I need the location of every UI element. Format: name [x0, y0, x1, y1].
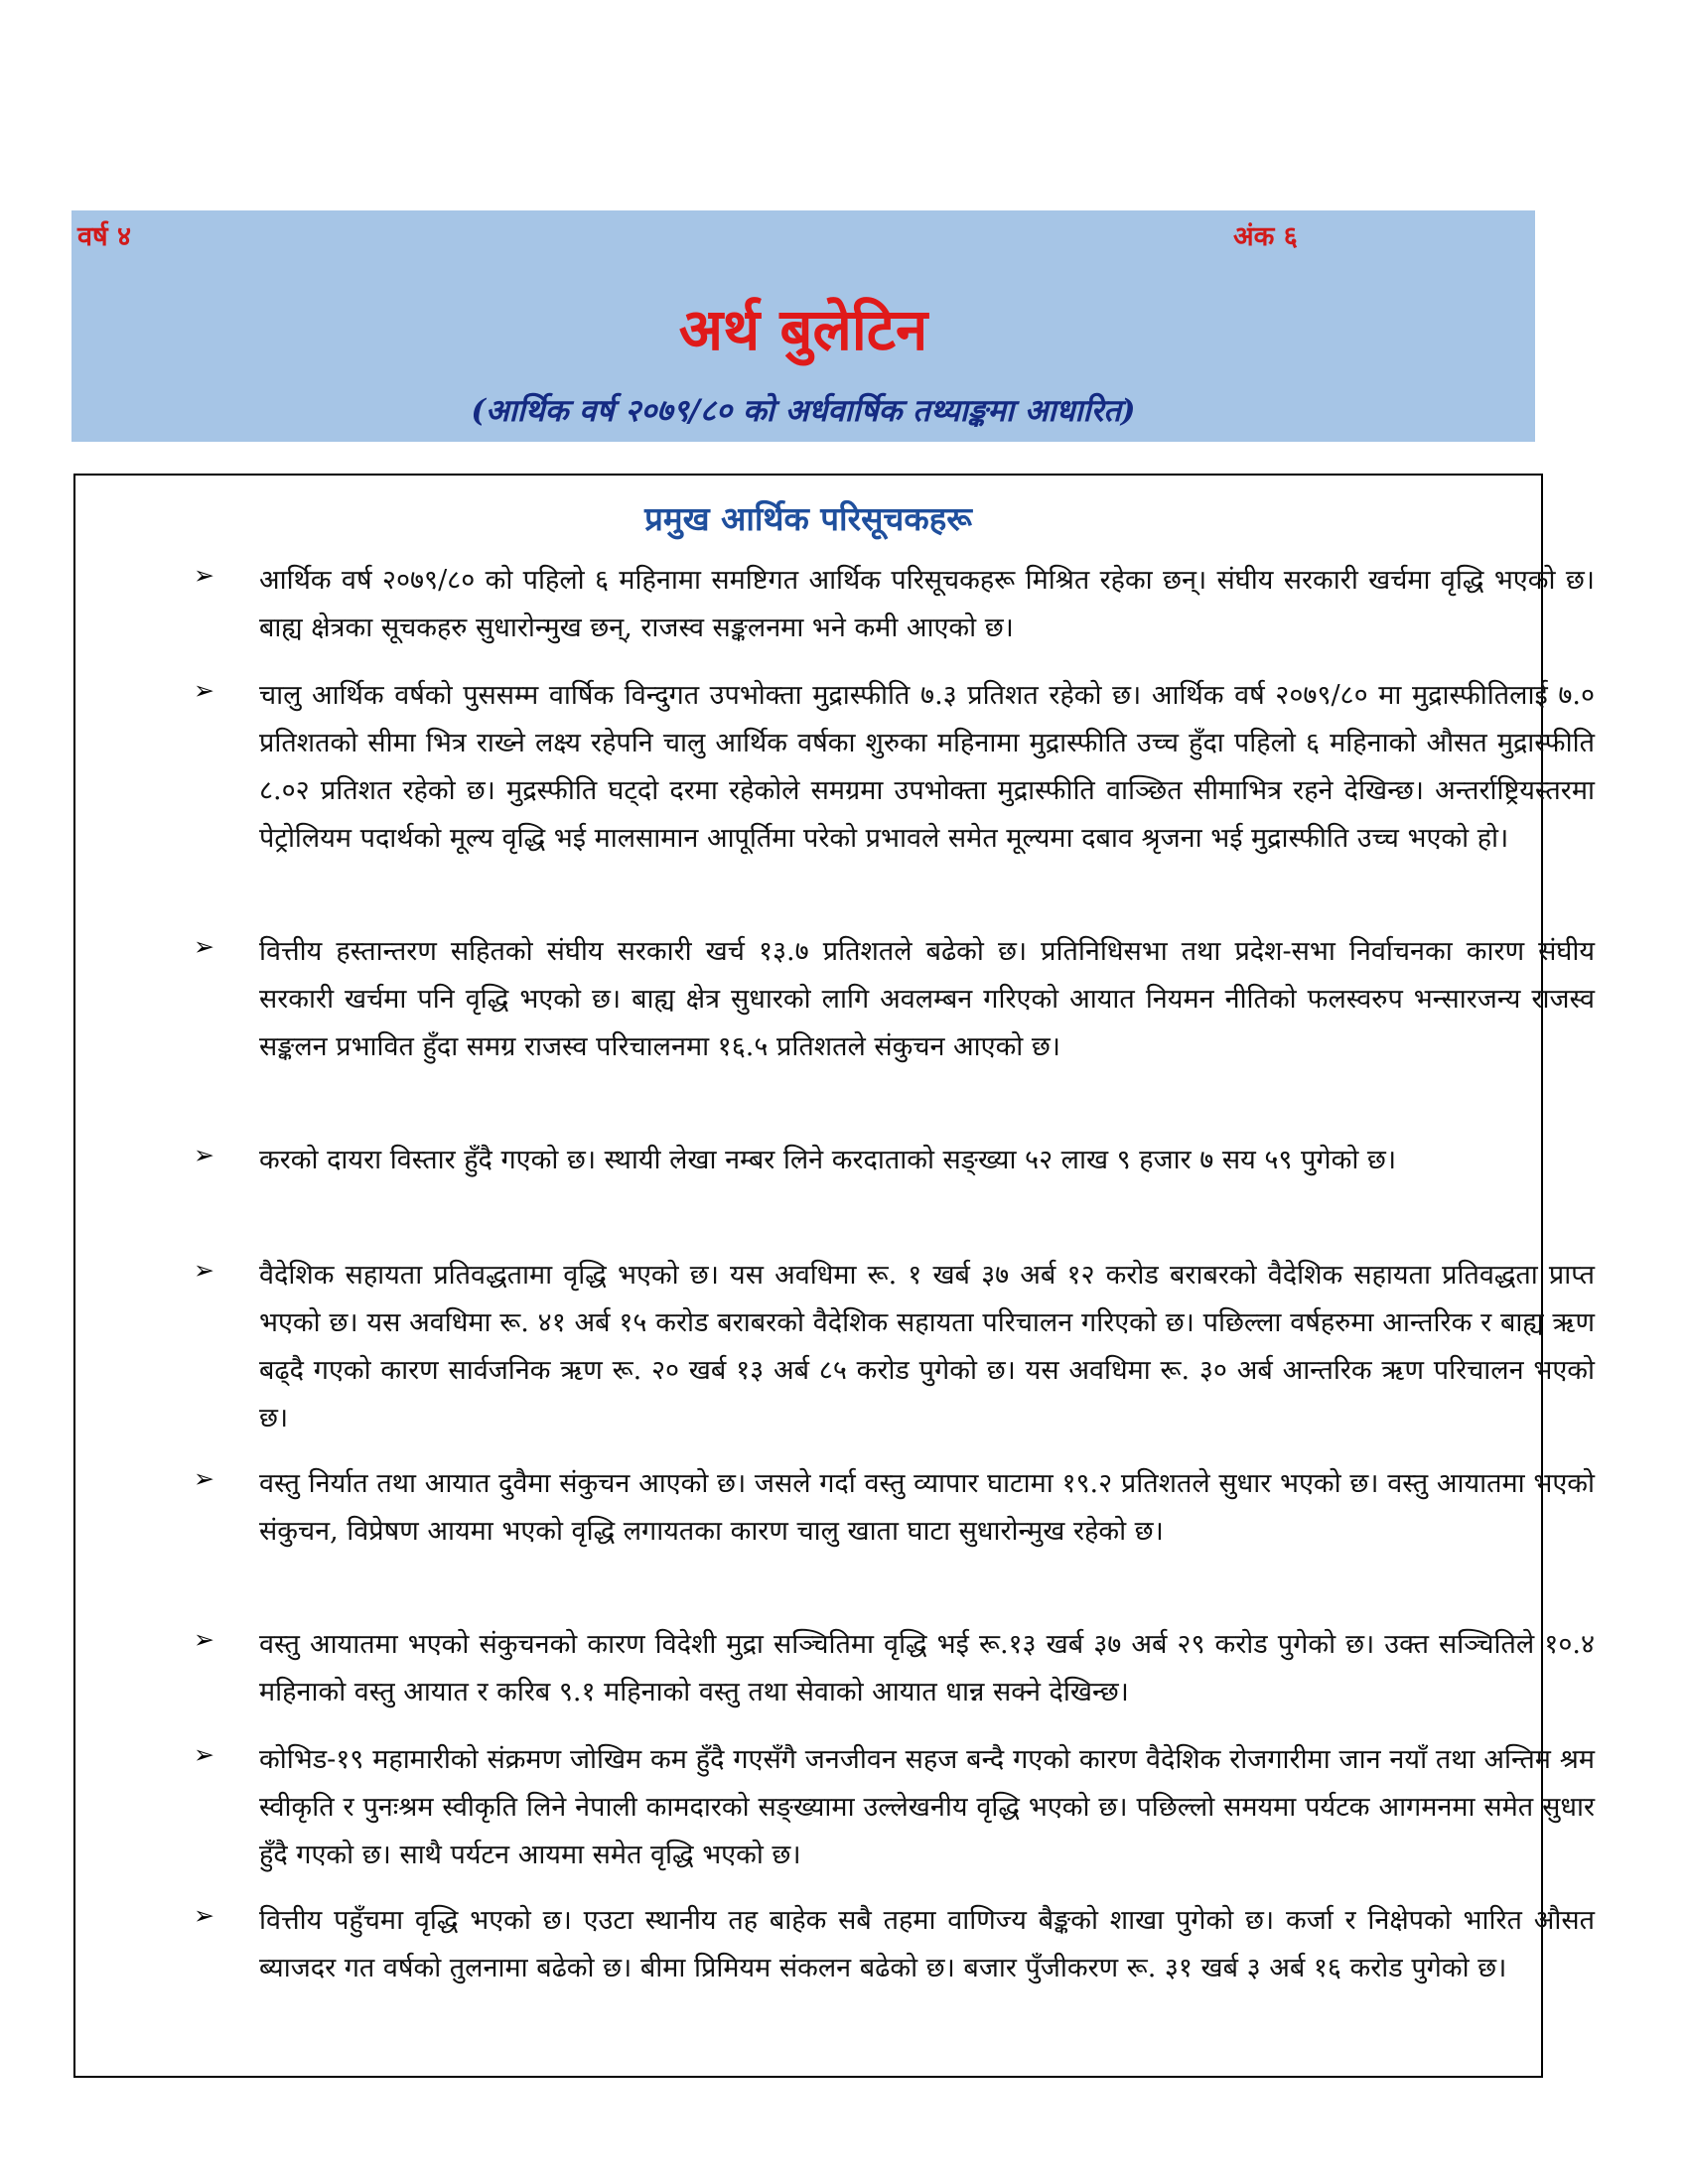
bullet-arrow-icon: ➢: [194, 1464, 214, 1493]
bulletin-subtitle: (आर्थिक वर्ष २०७९/८० को अर्धवार्षिक तथ्याङ्कमा आधारित): [471, 393, 1136, 429]
bullet-arrow-icon: ➢: [194, 1740, 214, 1769]
indicators-heading: प्रमुख आर्थिक परिसूचकहरू: [644, 499, 972, 538]
indicator-text: वित्तीय हस्तान्तरण सहितको संघीय सरकारी खर्च १३.७ प्रतिशतले बढेको छ। प्रतिनिधिसभा तथा प्रदेश-सभा निर्वाचनका कारण संघीय सरकारी खर्चमा पनि वृद्धि भएको छ। बाह्य क्षेत्र सुधारको लागि अवलम्बन गरिएको आयात नियमन नीतिको फलस्वरुप भन्सारजन्य राजस्व सङ्कलन प्रभावित हुँदा समग्र राजस्व परिचालनमा १६.५ प्रतिशतले संकुचन आएको छ।: [259, 936, 1595, 1062]
bullet-arrow-icon: ➢: [194, 676, 214, 705]
header-band: [71, 210, 1535, 442]
issue-label: अंक ६: [1233, 221, 1298, 252]
indicator-text: वैदेशिक सहायता प्रतिवद्धतामा वृद्धि भएको छ। यस अवधिमा रू. १ खर्ब ३७ अर्ब १२ करोड बराबरको वैदेशिक सहायता प्रतिवद्धता प्राप्त भएको छ। यस अवधिमा रू. ४१ अर्ब १५ करोड बराबरको वैदेशिक सहायता परिचालन गरिएको छ। पछिल्ला वर्षहरुमा आन्तरिक र बाह्य ऋण बढ्दै गएको कारण सार्वजनिक ऋण रू. २० खर्ब १३ अर्ब ८५ करोड पुगेको छ। यस अवधिमा रू. ३० अर्ब आन्तरिक ऋण परिचालन भएको छ।: [259, 1260, 1595, 1433]
indicator-text: कोभिड-१९ महामारीको संक्रमण जोखिम कम हुँदै गएसँगै जनजीवन सहज बन्दै गएको कारण वैदेशिक रोजगारीमा जान नयाँ तथा अन्तिम श्रम स्वीकृति र पुनःश्रम स्वीकृति लिने नेपाली कामदारको सङ्ख्यामा उल्लेखनीय वृद्धि भएको छ। पछिल्लो समयमा पर्यटक आगमनमा समेत सुधार हुँदै गएको छ। साथै पर्यटन आयमा समेत वृद्धि भएको छ।: [259, 1744, 1595, 1870]
indicator-text: वस्तु निर्यात तथा आयात दुवैमा संकुचन आएको छ। जसले गर्दा वस्तु व्यापार घाटामा १९.२ प्रतिशतले सुधार भएको छ। वस्तु आयातमा भएको संकुचन, विप्रेषण आयमा भएको वृद्धि लगायतका कारण चालु खाता घाटा सुधारोन्मुख रहेको छ।: [259, 1468, 1595, 1547]
volume-label: वर्ष ४: [77, 221, 132, 252]
indicators-box: [73, 474, 1595, 2078]
indicator-text: वस्तु आयातमा भएको संकुचनको कारण विदेशी मुद्रा सञ्चितिमा वृद्धि भई रू.१३ खर्ब ३७ अर्ब २९ करोड पुगेको छ। उक्त सञ्चितिले १०.४ महिनाको वस्तु आयात र करिब ९.१ महिनाको वस्तु तथा सेवाको आयात धान्न सक्ने देखिन्छ।: [259, 1629, 1595, 1707]
bullet-arrow-icon: ➢: [194, 1141, 214, 1169]
bullet-arrow-icon: ➢: [194, 1901, 214, 1930]
bullet-arrow-icon: ➢: [194, 932, 214, 961]
bulletin-title: अर्थ बुलेटिन: [678, 296, 928, 363]
bullet-arrow-icon: ➢: [194, 1256, 214, 1285]
indicator-text: चालु आर्थिक वर्षको पुससम्म वार्षिक विन्दुगत उपभोक्ता मुद्रास्फीति ७.३ प्रतिशत रहेको छ। आर्थिक वर्ष २०७९/८० मा मुद्रास्फीतिलाई ७.० प्रतिशतको सीमा भित्र राख्ने लक्ष्य रहेपनि चालु आर्थिक वर्षका शुरुका महिनामा मुद्रास्फीति उच्च हुँदा पहिलो ६ महिनाको औसत मुद्रास्फीति ८.०२ प्रतिशत रहेको छ। मुद्रस्फीति घट्दो दरमा रहेकोले समग्रमा उपभोक्ता मुद्रास्फीति वाञ्छित सीमाभित्र रहने देखिन्छ। अन्तर्राष्ट्रियस्तरमा पेट्रोलियम पदार्थको मूल्य वृद्धि भई मालसामान आपूर्तिमा परेको प्रभावले समेत मूल्यमा दबाव श्रृजना भई मुद्रास्फीति उच्च भएको हो।: [259, 680, 1595, 854]
indicator-text: करको दायरा विस्तार हुँदै गएको छ। स्थायी लेखा नम्बर लिने करदाताको सङ्ख्या ५२ लाख ९ हजार ७ सय ५९ पुगेको छ।: [259, 1145, 1397, 1175]
indicator-text: वित्तीय पहुँचमा वृद्धि भएको छ। एउटा स्थानीय तह बाहेक सबै तहमा वाणिज्य बैङ्कको शाखा पुगेको छ। कर्जा र निक्षेपको भारित औसत ब्याजदर गत वर्षको तुलनामा बढेको छ। बीमा प्रिमियम संकलन बढेको छ। बजार पुँजीकरण रू. ३१ खर्ब ३ अर्ब १६ करोड पुगेको छ।: [259, 1905, 1595, 1983]
bullet-arrow-icon: ➢: [194, 1625, 214, 1654]
bullet-arrow-icon: ➢: [194, 561, 214, 590]
indicator-text: आर्थिक वर्ष २०७९/८० को पहिलो ६ महिनामा समष्टिगत आर्थिक परिसूचकहरू मिश्रित रहेका छन्। संघीय सरकारी खर्चमा वृद्धि भएको छ। बाह्य क्षेत्रका सूचकहरु सुधारोन्मुख छन्, राजस्व सङ्कलनमा भने कमी आएको छ।: [259, 565, 1595, 643]
